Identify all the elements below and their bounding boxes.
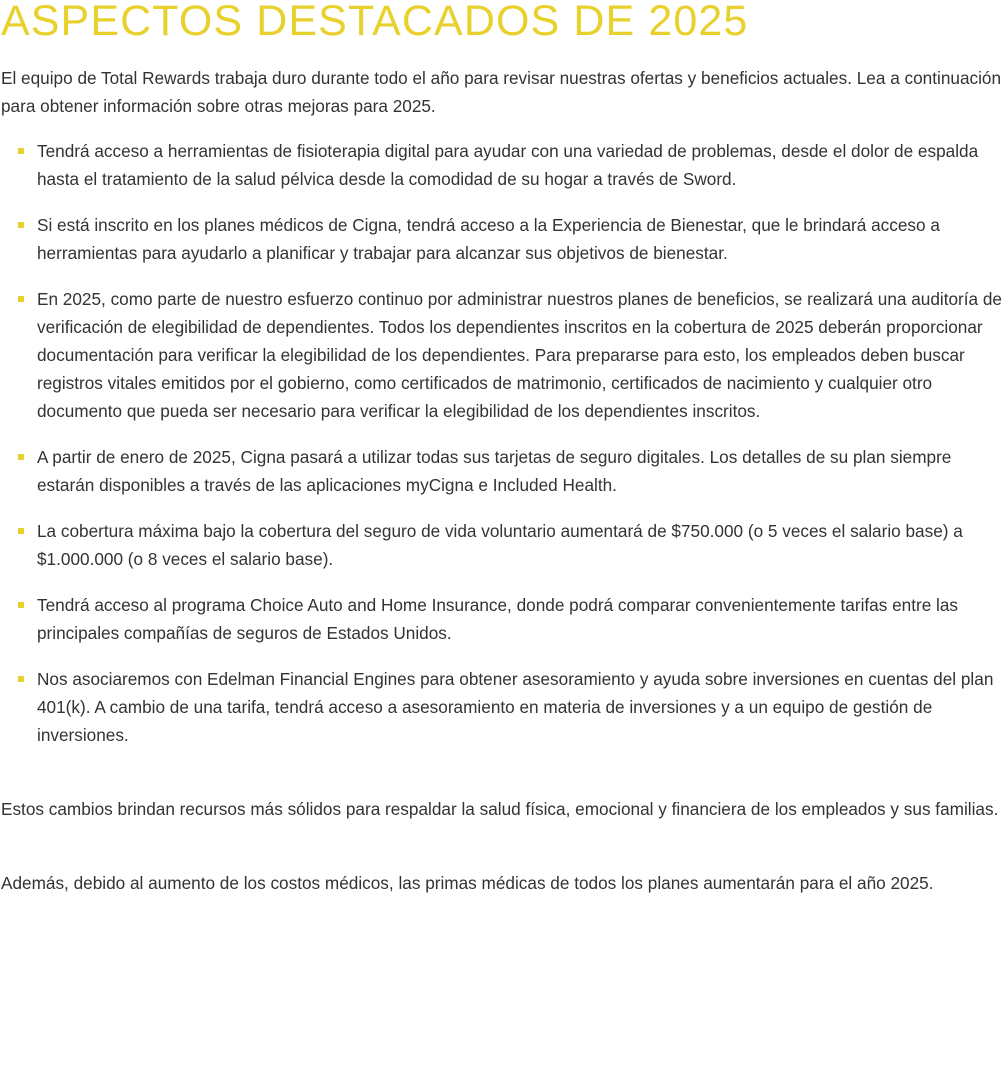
list-item bbox=[0, 665, 1008, 749]
list-item-text: A partir de enero de 2025, Cigna pasará a utilizar todas sus tarjetas de seguro digitales. Los detalles de su plan siempre estarán disponibles a través de las aplicaciones myCigna e Included Health. bbox=[37, 447, 952, 495]
list-item bbox=[0, 211, 1008, 267]
square-bullet-icon bbox=[18, 296, 24, 302]
list-item bbox=[0, 285, 1008, 425]
list-item bbox=[0, 137, 1008, 193]
page-title: ASPECTOS DESTACADOS DE 2025 bbox=[1, 0, 749, 45]
square-bullet-icon bbox=[18, 222, 24, 228]
square-bullet-icon bbox=[18, 528, 24, 534]
closing-paragraph-changes: Estos cambios brindan recursos más sólidos para respaldar la salud física, emocional y financiera de los empleados y sus familias. bbox=[1, 799, 999, 819]
square-bullet-icon bbox=[18, 676, 24, 682]
closing-paragraph-premiums: Además, debido al aumento de los costos médicos, las primas médicas de todos los planes aumentarán para el año 2025. bbox=[1, 873, 934, 893]
list-item-text: Nos asociaremos con Edelman Financial Engines para obtener asesoramiento y ayuda sobre inversiones en cuentas del plan 401(k). A cambio de una tarifa, tendrá acceso a asesoramiento en materia de inversiones y a un equipo de gestión de inversiones. bbox=[37, 669, 994, 745]
list-item-text: Si está inscrito en los planes médicos de Cigna, tendrá acceso a la Experiencia de Bienestar, que le brindará acceso a herramientas para ayudarlo a planificar y trabajar para alcanzar sus objetivos de bienestar. bbox=[37, 215, 940, 263]
list-item-text: En 2025, como parte de nuestro esfuerzo continuo por administrar nuestros planes de beneficios, se realizará una auditoría de verificación de elegibilidad de dependientes. Todos los dependientes inscritos en la cobertura de 2025 deberán proporcionar documentación para verificar la elegibilidad de los dependientes. Para prepararse para esto, los empleados deben buscar registros vitales emitidos por el gobierno, como certificados de matrimonio, certificados de nacimiento y cualquier otro documento que pueda ser necesario para verificar la elegibilidad de los dependientes inscritos. bbox=[37, 289, 1002, 421]
square-bullet-icon bbox=[18, 602, 24, 608]
highlights-list bbox=[0, 137, 1008, 767]
list-item-text: La cobertura máxima bajo la cobertura del seguro de vida voluntario aumentará de $750.000 (o 5 veces el salario base) a $1.000.000 (o 8 veces el salario base). bbox=[37, 521, 963, 569]
list-item-text: Tendrá acceso al programa Choice Auto and Home Insurance, donde podrá comparar convenientemente tarifas entre las principales compañías de seguros de Estados Unidos. bbox=[37, 595, 959, 643]
list-item bbox=[0, 591, 1008, 647]
square-bullet-icon bbox=[18, 454, 24, 460]
intro-paragraph: El equipo de Total Rewards trabaja duro durante todo el año para revisar nuestras ofertas y beneficios actuales. Lea a continuación para obtener información sobre otras mejoras para 2025. bbox=[1, 68, 1002, 116]
square-bullet-icon bbox=[18, 148, 24, 154]
list-item bbox=[0, 517, 1008, 573]
list-item bbox=[0, 443, 1008, 499]
list-item-text: Tendrá acceso a herramientas de fisioterapia digital para ayudar con una variedad de problemas, desde el dolor de espalda hasta el tratamiento de la salud pélvica desde la comodidad de su hogar a través de Sword. bbox=[37, 141, 979, 189]
